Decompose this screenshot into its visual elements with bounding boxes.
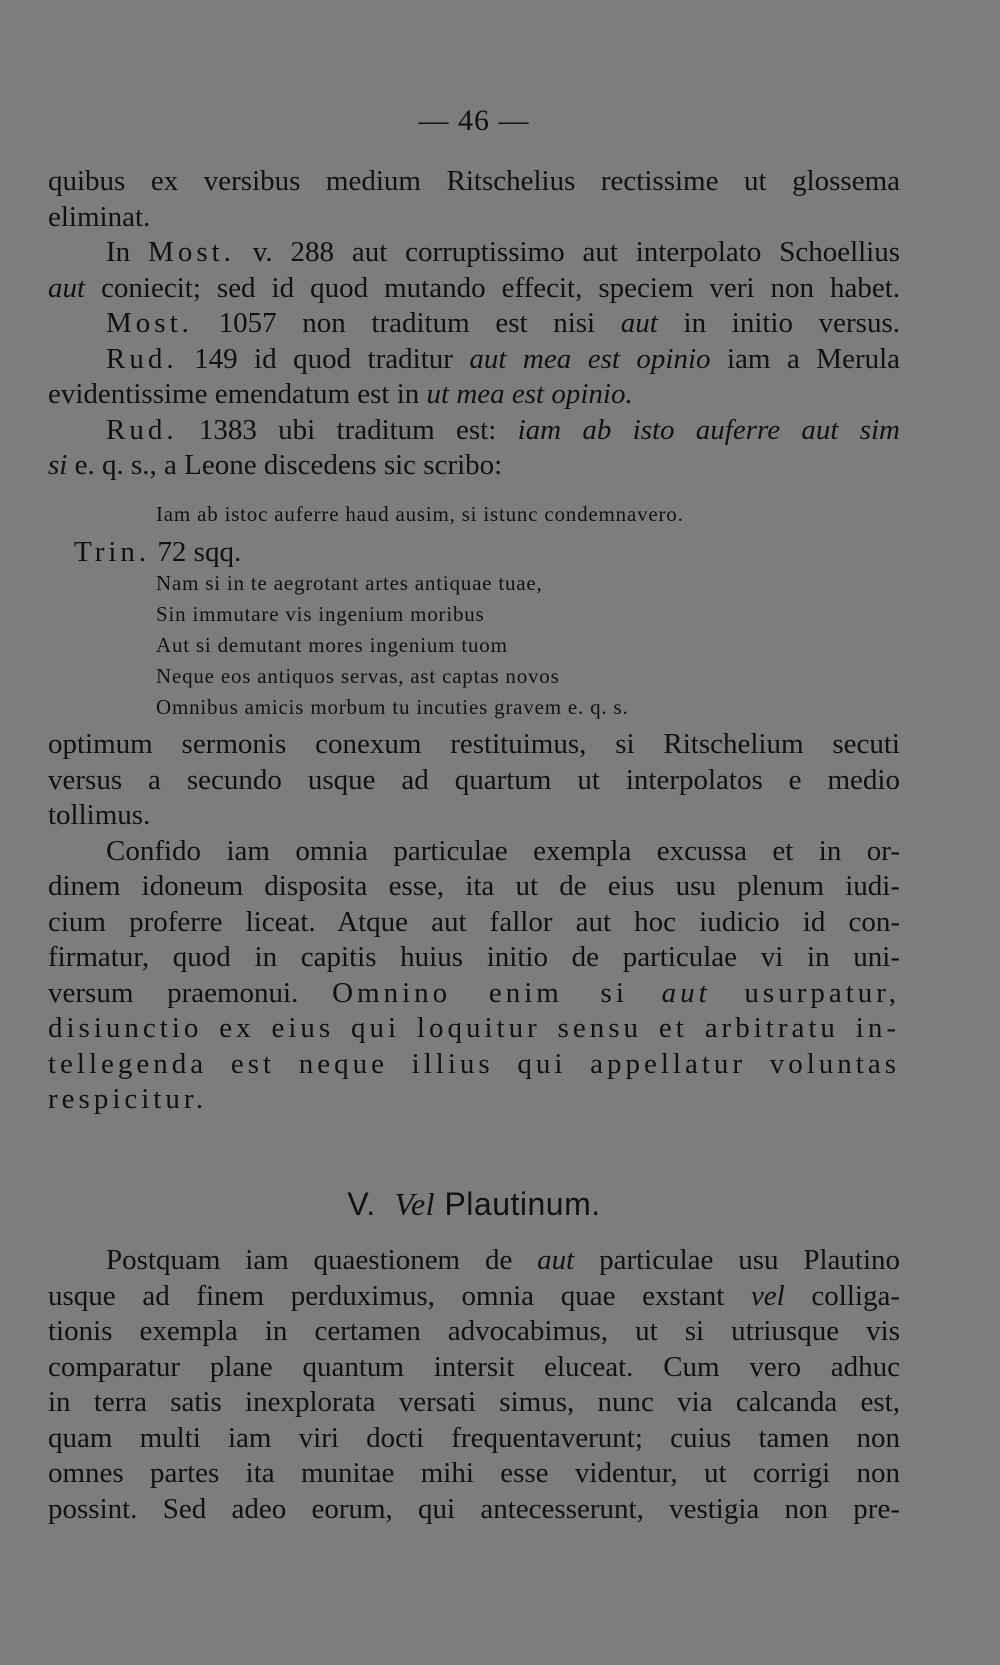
text-line: tollimus. bbox=[48, 799, 151, 831]
section-numeral: V. bbox=[347, 1186, 376, 1222]
text-run: usque ad finem perduximus, omnia quae exstant bbox=[48, 1279, 725, 1312]
italic-word-si: si bbox=[48, 449, 68, 481]
verse-quote-2 bbox=[156, 568, 776, 723]
text-line: Confido iam omnia particulae exempla excussa et in or- bbox=[106, 834, 900, 867]
text-run: coniecit; sed id quod mutando effecit, speciem veri non habet. bbox=[101, 271, 900, 304]
play-ref-most: Most. bbox=[148, 236, 235, 268]
verse-quote-1 bbox=[156, 499, 776, 530]
text-line: quibus ex versibus medium Ritschelius rectissime ut glossema bbox=[48, 165, 900, 197]
section-title-rest: Plautinum. bbox=[444, 1186, 601, 1222]
text-run: in initio versus. bbox=[683, 307, 901, 339]
italic-word-aut: aut bbox=[661, 976, 711, 1009]
text-line bbox=[48, 271, 900, 307]
verse-line: Omnibus amicis morbum tu incuties gravem e. q. s. bbox=[156, 695, 629, 719]
italic-phrase: ut mea est opinio. bbox=[426, 378, 633, 410]
play-ref-label: Trin. bbox=[74, 536, 151, 568]
text-line: quam multi iam viri docti frequentaverunt; cuius tamen non bbox=[48, 1421, 900, 1454]
text-run: e. q. s., a Leone discedens sic scribo: bbox=[74, 449, 503, 481]
text-line: dinem idoneum disposita esse, ita ut de eius usu plenum iudi- bbox=[48, 870, 900, 902]
text-line: tellegenda est neque illius qui appellatur voluntas bbox=[48, 1047, 900, 1080]
italic-word-aut: aut bbox=[620, 307, 658, 339]
text-line bbox=[48, 342, 900, 378]
play-ref-most: Most. bbox=[106, 307, 193, 339]
verse-numbers: 72 sqq. bbox=[157, 536, 242, 568]
text-run: 1383 ubi traditum est: bbox=[198, 413, 497, 446]
play-ref-rud: Rud. bbox=[106, 413, 178, 446]
text-run: versum praemonui. bbox=[48, 976, 299, 1009]
italic-word-aut: aut bbox=[537, 1244, 575, 1276]
text-line: in terra satis inexplorata versati simus, nunc via calcanda est, bbox=[48, 1386, 900, 1418]
italic-word-aut: aut bbox=[48, 271, 86, 304]
italic-phrase: aut mea est opinio bbox=[469, 342, 711, 375]
text-line bbox=[48, 1279, 900, 1315]
text-run: evidentissime emendatum est in bbox=[48, 378, 420, 410]
text-line: comparatur plane quantum intersit eluceat. Cum vero adhuc bbox=[48, 1350, 900, 1383]
text-line: firmatur, quod in capitis huius initio de particulae vi in uni- bbox=[48, 941, 900, 973]
text-run: 1057 non traditum est nisi bbox=[218, 307, 596, 339]
section-title-vel: Vel bbox=[394, 1186, 436, 1222]
spaced-text: usurpatur, bbox=[744, 976, 901, 1009]
play-ref-trin bbox=[74, 536, 241, 568]
text-line: cium proferre liceat. Atque aut fallor aut hoc iudicio id con- bbox=[48, 905, 900, 938]
spaced-text: Omnino enim si bbox=[332, 976, 628, 1009]
text-line bbox=[48, 377, 900, 413]
text-line: disiunctio ex eius qui loquitur sensu et arbitratu in- bbox=[48, 1012, 900, 1044]
text-run: 149 id quod traditur bbox=[194, 342, 453, 375]
text-line: versus a secundo usque ad quartum ut interpolatos e medio bbox=[48, 763, 900, 796]
page-number: — 46 — bbox=[418, 104, 530, 137]
text-line: respicitur. bbox=[48, 1083, 208, 1115]
italic-phrase: iam ab isto auferre aut sim bbox=[517, 413, 900, 446]
italic-word-vel: vel bbox=[750, 1279, 785, 1312]
trin-reference bbox=[74, 535, 474, 571]
section-heading bbox=[48, 1186, 900, 1223]
text-run: v. 288 aut corruptissimo aut interpolato Schoellius bbox=[252, 236, 901, 268]
verse-line: Aut si demutant mores ingenium tuom bbox=[156, 633, 508, 657]
verse-line: Iam ab istoc auferre haud ausim, si istunc condemnavero. bbox=[156, 502, 684, 526]
text-run: particulae usu Plautino bbox=[599, 1244, 901, 1276]
text-run: iam a Merula bbox=[727, 342, 901, 375]
text-run: Postquam iam quaestionem de bbox=[106, 1244, 513, 1276]
play-ref-rud: Rud. bbox=[106, 342, 178, 375]
text-line: omnes partes ita munitae mihi esse videntur, ut corrigi non bbox=[48, 1457, 900, 1489]
verse-line: Nam si in te aegrotant artes antiquae tuae, bbox=[156, 571, 543, 595]
text-line bbox=[48, 235, 900, 271]
paragraph-block-3 bbox=[48, 1243, 900, 1527]
text-line bbox=[48, 413, 900, 449]
text-line bbox=[48, 306, 900, 342]
text-line bbox=[48, 976, 900, 1012]
text-line bbox=[48, 448, 900, 484]
text-line: optimum sermonis conexum restituimus, si Ritschelium secuti bbox=[48, 728, 900, 760]
text-line: tionis exempla in certamen advocabimus, ut si utriusque vis bbox=[48, 1315, 900, 1347]
text-line bbox=[48, 1243, 900, 1279]
verse-line: Neque eos antiquos servas, ast captas novos bbox=[156, 664, 560, 688]
text-run: colliga- bbox=[811, 1279, 900, 1312]
text-line: possint. Sed adeo eorum, qui antecesserunt, vestigia non pre- bbox=[48, 1492, 900, 1525]
verse-line: Sin immutare vis ingenium moribus bbox=[156, 602, 485, 626]
paragraph-block-2 bbox=[48, 727, 900, 1118]
paragraph-block-1 bbox=[48, 164, 900, 484]
text-run: In bbox=[106, 236, 131, 268]
text-line: eliminat. bbox=[48, 200, 151, 233]
